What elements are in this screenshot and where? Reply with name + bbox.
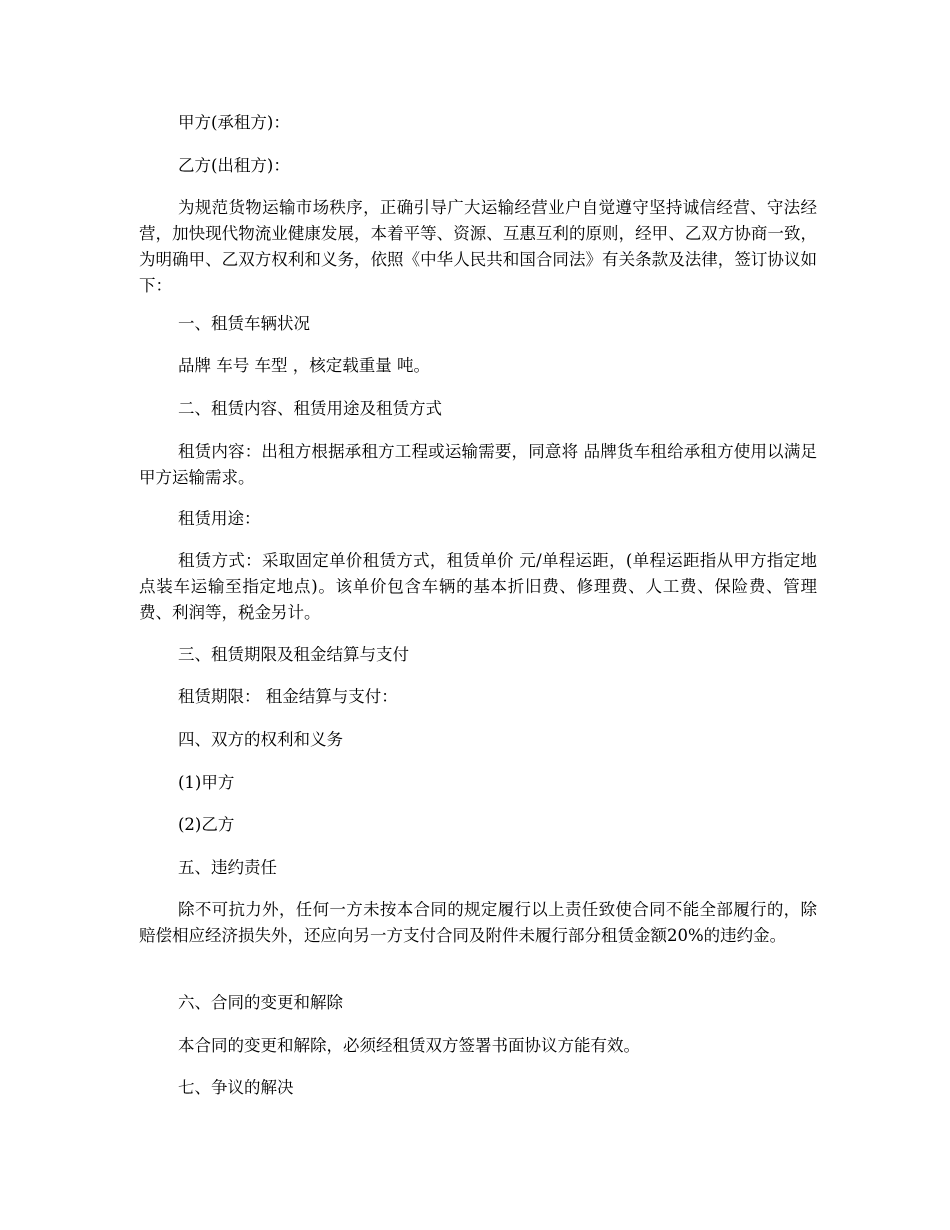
breach-paragraph: 除不可抗力外，任何一方未按本合同的规定履行以上责任致使合同不能全部履行的，除赔偿相应经济损失外，还应向另一方支付合同及附件未履行部分租赁金额20%的违约金。: [139, 900, 817, 945]
section-3-heading: 三、租赁期限及租金结算与支付: [178, 645, 409, 664]
lease-term-line: 租赁期限： 租金结算与支付：: [178, 687, 398, 706]
section-2-heading: 二、租赁内容、租赁用途及租赁方式: [178, 399, 442, 418]
preamble-paragraph: 为规范货物运输市场秩序，正确引导广大运输经营业户自觉遵守坚持诚信经营、守法经营，加快现代物流业健康发展，本着平等、资源、互惠互利的原则，经甲、乙双方协商一致，为明确甲、乙双方权利和义务，依照《中华人民共和国合同法》有关条款及法律，签订协议如下：: [139, 198, 817, 295]
party-b-line: 乙方(出租方)：: [178, 156, 290, 175]
section-7-heading: 七、争议的解决: [178, 1078, 294, 1097]
party-a-line: 甲方(承租方)：: [178, 113, 290, 132]
section-1-heading: 一、租赁车辆状况: [178, 314, 310, 333]
lease-purpose-line: 租赁用途：: [178, 509, 261, 528]
vehicle-info-line: 品牌 车号 车型 ，核定载重量 吨。: [178, 356, 430, 375]
section-6-heading: 六、合同的变更和解除: [178, 993, 343, 1012]
party-b-duties: (2)乙方: [178, 815, 235, 834]
lease-content-paragraph: 租赁内容：出租方根据承租方工程或运输需要，同意将 品牌货车租给承租方使用以满足甲方运输需求。: [139, 442, 817, 487]
party-a-duties: (1)甲方: [178, 773, 235, 792]
section-4-heading: 四、双方的权利和义务: [178, 730, 343, 749]
section-5-heading: 五、违约责任: [178, 858, 277, 877]
lease-method-paragraph: 租赁方式：采取固定单价租赁方式，租赁单价 元/单程运距，(单程运距指从甲方指定地点装车运输至指定地点)。该单价包含车辆的基本折旧费、修理费、人工费、保险费、管理费、利润等，税金另计。: [139, 551, 817, 622]
amendment-paragraph: 本合同的变更和解除，必须经租赁双方签署书面协议方能有效。: [178, 1036, 640, 1055]
